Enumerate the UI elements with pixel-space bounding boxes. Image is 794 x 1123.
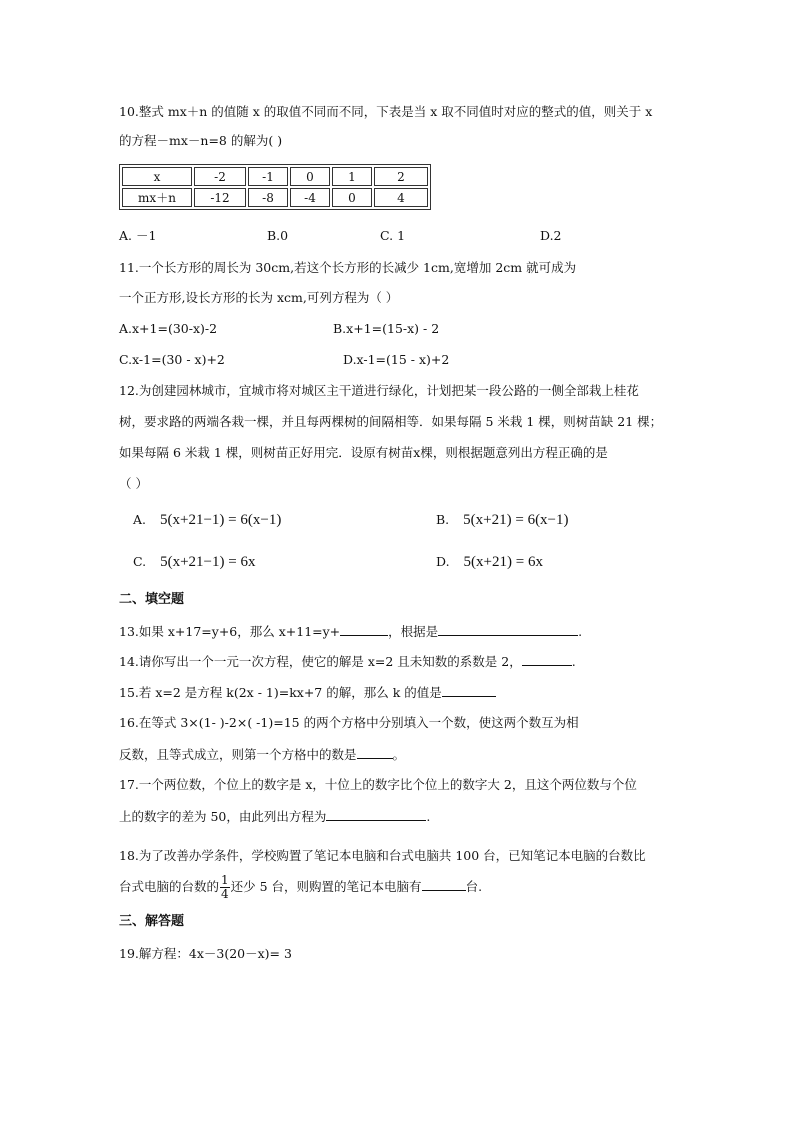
q12-option-d — [436, 552, 543, 572]
table-row — [122, 188, 428, 207]
q12-option-c — [133, 552, 255, 572]
q12-line4: （ ） — [119, 476, 148, 491]
option-label: B. — [436, 512, 450, 527]
q17-text-b: . — [426, 809, 431, 824]
q16-text-b: 。 — [392, 747, 406, 762]
answer-blank — [438, 621, 578, 636]
q19: 19.解方程：4x－3(20－x)= 3 — [119, 946, 292, 961]
table-cell: 1 — [332, 167, 372, 186]
table-row — [122, 167, 428, 186]
value-table — [119, 164, 431, 210]
q11-line2: 一个正方形,设长方形的长为 xcm,可列方程为（ ） — [119, 290, 399, 305]
q12-line2: 树，要求路的两端各栽一棵，并且每两棵树的间隔相等．如果每隔 5 米栽 1 棵，则树苗缺 21 棵； — [119, 414, 663, 429]
q16-line2 — [119, 744, 405, 765]
q11-option-b: B.x+1=(15-x) - 2 — [333, 321, 440, 336]
fraction-denominator: 4 — [221, 887, 229, 901]
q18-line2 — [119, 872, 482, 902]
q18-text-a: 台式电脑的台数的 — [119, 879, 220, 894]
q10-option-b: B.0 — [267, 228, 289, 243]
q18-text-c: 台. — [465, 879, 483, 894]
q17-line1: 17.一个两位数，个位上的数字是 x，十位上的数字比个位上的数字大 2，且这个两位数与个位 — [119, 777, 637, 792]
q12-line1: 12.为创建园林城市，宜城市将对城区主干道进行绿化，计划把某一段公路的一侧全部栽上桂花 — [119, 383, 639, 398]
answer-blank — [442, 682, 496, 697]
q13-text-c: . — [578, 624, 583, 639]
q10-line1: 10.整式 mx＋n 的值随 x 的取值不同而不同，下表是当 x 取不同值时对应的整式的值，则关于 x — [119, 104, 653, 119]
table-cell: 4 — [374, 188, 428, 207]
q10-option-c: C. 1 — [380, 228, 406, 243]
q12-line3: 如果每隔 6 米栽 1 棵，则树苗正好用完．设原有树苗x棵，则根据题意列出方程正确的是 — [119, 445, 608, 460]
answer-blank — [357, 744, 393, 759]
section-heading-solve: 三、解答题 — [119, 914, 185, 929]
option-equation: 5(x+21) = 6x — [463, 554, 543, 570]
fraction-numerator: 1 — [221, 873, 229, 887]
option-label: C. — [133, 554, 147, 569]
q14 — [119, 651, 576, 672]
q11-option-c: C.x-1=(30 - x)+2 — [119, 352, 225, 367]
option-label: A. — [133, 512, 147, 527]
table-cell: 0 — [290, 167, 330, 186]
q12-option-b — [436, 510, 569, 530]
table-cell: 0 — [332, 188, 372, 207]
table-cell: mx＋n — [122, 188, 192, 207]
q13-text-b: ，根据是 — [388, 624, 439, 639]
table-cell: -1 — [248, 167, 288, 186]
q12-option-a — [133, 510, 281, 530]
option-equation: 5(x+21−1) = 6(x−1) — [160, 512, 282, 528]
table-cell: -12 — [194, 188, 246, 207]
q16-line1: 16.在等式 3×(1- )-2×( -1)=15 的两个方格中分别填入一个数，使这两个数互为相 — [119, 715, 579, 730]
q14-text-a: 14.请你写出一个一元一次方程，使它的解是 x=2 且未知数的系数是 2， — [119, 654, 522, 669]
option-equation: 5(x+21) = 6(x−1) — [463, 512, 569, 528]
option-label: D. — [436, 554, 450, 569]
q10-option-a: A. －1 — [119, 228, 157, 243]
q10-line2: 的方程－mx－n=8 的解为( ) — [119, 133, 283, 148]
answer-blank — [326, 806, 426, 821]
q14-text-b: . — [571, 654, 576, 669]
table-cell: -4 — [290, 188, 330, 207]
q11-line1: 11.一个长方形的周长为 30cm,若这个长方形的长减少 1cm,宽增加 2cm 就可成为 — [119, 260, 577, 275]
q13-text-a: 13.如果 x+17=y+6，那么 x+11=y+ — [119, 624, 341, 639]
q11-option-a: A.x+1=(30-x)-2 — [119, 321, 218, 336]
table-cell: x — [122, 167, 192, 186]
q18-text-b: 还少 5 台，则购置的笔记本电脑有 — [230, 879, 422, 894]
option-equation: 5(x+21−1) = 6x — [160, 554, 256, 570]
q17-line2 — [119, 806, 430, 827]
q11-option-d: D.x-1=(15 - x)+2 — [343, 352, 450, 367]
q13 — [119, 621, 582, 642]
answer-blank — [422, 876, 466, 891]
q17-text-a: 上的数字的差为 50，由此列出方程为 — [119, 809, 327, 824]
section-heading-fill-in: 二、填空题 — [119, 592, 185, 607]
q16-text-a: 反数，且等式成立，则第一个方格中的数是 — [119, 747, 357, 762]
fraction — [220, 874, 230, 901]
table-cell: 2 — [374, 167, 428, 186]
q15 — [119, 682, 496, 703]
q15-text-a: 15.若 x=2 是方程 k(2x - 1)=kx+7 的解，那么 k 的值是 — [119, 685, 442, 700]
table-cell: -8 — [248, 188, 288, 207]
table-cell: -2 — [194, 167, 246, 186]
answer-blank — [522, 651, 572, 666]
q18-line1: 18.为了改善办学条件，学校购置了笔记本电脑和台式电脑共 100 台，已知笔记本电脑的台数比 — [119, 848, 646, 863]
answer-blank — [340, 621, 388, 636]
q10-option-d: D.2 — [540, 228, 562, 243]
